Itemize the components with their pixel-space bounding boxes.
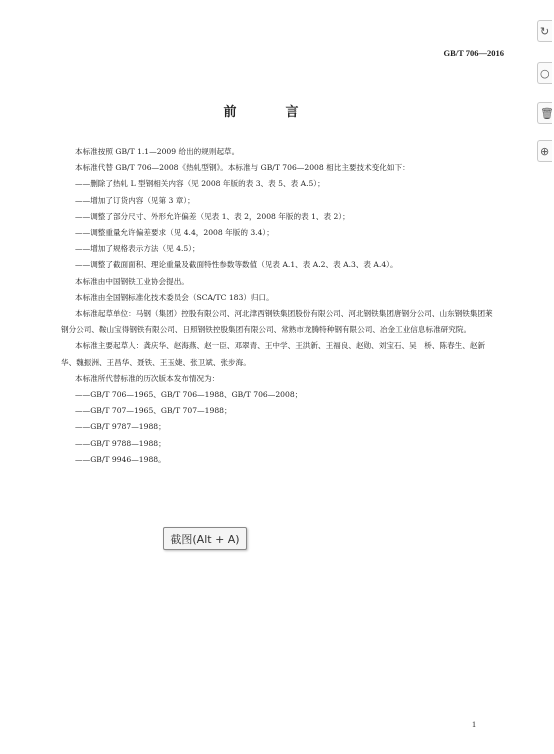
paragraph: ——GB/T 9788—1988； <box>75 438 166 448</box>
paragraph: ——调整了部分尺寸、外形允许偏差（见表 1、表 2，2008 年版的表 1、表 2）； <box>75 211 350 221</box>
paragraph: 本标准由中国钢铁工业协会提出。 <box>75 276 189 286</box>
paragraph: ——GB/T 9946—1988。 <box>75 454 166 464</box>
paragraph: ——增加了订货内容（见第 3 章）； <box>75 195 195 205</box>
paragraph: 本标准代替 GB/T 706—2008《热轧型钢》。本标准与 GB/T 706—2008 相比主要技术变化如下： <box>75 163 410 173</box>
zoom-in-button[interactable] <box>537 140 552 162</box>
document-body <box>61 144 495 468</box>
zoom-in-icon: ⊕ <box>540 144 550 158</box>
right-toolbar <box>537 14 552 164</box>
paragraph: ——GB/T 706—1965、GB/T 706—1988、GB/T 706—2008； <box>75 390 303 400</box>
paragraph: 本标准主要起草人：龚庆华、赵海燕、赵一臣、邓翠青、王中学、王洪新、王福良、赵勋、刘宝石、吴 桥、陈春生、赵新华、魏振洲、王昌华、聂铁、王玉婕、张卫斌、张步海。 <box>61 341 486 367</box>
rotate-button[interactable] <box>537 20 552 42</box>
search-button[interactable] <box>537 62 552 84</box>
page-number: 1 <box>472 720 476 729</box>
paragraph: ——GB/T 707—1965、GB/T 707—1988； <box>75 406 232 416</box>
paragraph: ——删除了热轧 L 型钢相关内容（见 2008 年版的表 3、表 5、表 A.5）； <box>75 179 325 189</box>
paragraph: 本标准所代替标准的历次版本发布情况为： <box>75 373 220 383</box>
paragraph: 本标准按照 GB/T 1.1—2009 给出的规则起草。 <box>75 147 240 156</box>
paragraph: ——调整了截面面积、理论重量及截面特性参数等数值（见表 A.1、表 A.2、表 A.3、表 A.4）。 <box>75 260 398 270</box>
rotate-icon: ↻ <box>540 24 550 38</box>
paragraph: ——调整重量允许偏差要求（见 4.4，2008 年版的 3.4）； <box>75 228 274 238</box>
standard-code: GB/T 706—2016 <box>443 48 504 58</box>
trash-icon: 🗑 <box>540 106 554 120</box>
page-title: 前 言 <box>223 105 317 120</box>
paragraph: 本标准由全国钢标准化技术委员会（SCA/TC 183）归口。 <box>75 292 274 302</box>
trash-button[interactable] <box>537 102 552 124</box>
paragraph: ——增加了规格表示方法（见 4.5）； <box>75 244 200 254</box>
search-icon: ○ <box>540 66 550 80</box>
paragraph: 本标准起草单位：马钢（集团）控股有限公司、河北津西钢铁集团股份有限公司、河北钢铁集团唐钢分公司、山东钢铁集团莱钢分公司、鞍山宝得钢铁有限公司、日照钢铁控股集团有限公司、常熟市龙腾特种钢有限公司、冶金工业信息标准研究院。 <box>61 309 493 335</box>
screenshot-tooltip: 截图(Alt + A) <box>163 527 247 550</box>
paragraph: ——GB/T 9787—1988； <box>75 422 166 432</box>
